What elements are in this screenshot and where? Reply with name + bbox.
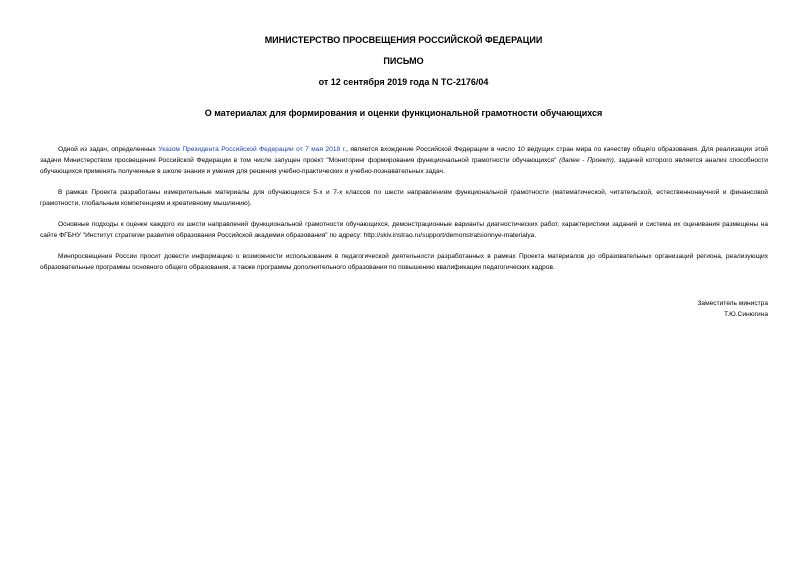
signature-name: Т.Ю.Синюгина <box>723 311 768 318</box>
document-date-number: от 12 сентября 2019 года N ТС-2176/04 <box>318 77 489 87</box>
paragraph-1-italic: (далее - Проект) <box>559 157 614 164</box>
signature-position: Заместитель министра <box>697 300 768 307</box>
ministry-heading: МИНИСТЕРСТВО ПРОСВЕЩЕНИЯ РОССИЙСКОЙ ФЕДЕРАЦИИ <box>264 35 543 45</box>
paragraph-1-start: Одной из задач, определенных <box>58 146 159 153</box>
paragraph-4: Минпросвещения России просит довести информацию о возможности использования в педагогической деятельности разработанных в рамках Проекта материалов до образовательных организаций региона, реализующих образовательные программы основного общего образования, а также программы дополнительного образования по повышению квалификации педагогических кадров. <box>40 253 768 271</box>
presidential-decree-link[interactable]: Указом Президента Российской Федерации от 7 мая 2018 г. <box>158 146 347 153</box>
paragraph-3: Основные подходы к оценке каждого из шести направлений функциональной грамотности обучающихся, демонстрационные варианты диагностических работ, характеристики заданий и система их оценивания размещены на сайте ФГБНУ "Институт стратегии развития образования Российской академии образования" по адресу: http://skiv.instrao.ru/support/demonstratsionnye-materialya. <box>40 221 768 239</box>
document-subject: О материалах для формирования и оценки функциональной грамотности обучающихся <box>204 108 603 118</box>
paragraph-1-end: , задачей которого является анализ способности обучающихся применять полученные в школе знания и умения для решения учебно-практических и учебно-познавательных задач. <box>40 157 768 175</box>
document-type: ПИСЬМО <box>383 56 424 66</box>
paragraph-1-middle: , является вхождение Российской Федерации в число 10 ведущих стран мира по качеству общего образования. Для реализации этой задачи Министерством просвещения Российской Федерации в том числе запущен проект "Мониторинг формирования функциональной грамотности обучающихся" <box>40 146 768 164</box>
paragraph-1 <box>40 144 768 177</box>
paragraph-2: В рамках Проекта разработаны измерительные материалы для обучающихся 5-х и 7-х классов по шести направлениям функциональной грамотности (математической, читательской, естественнонаучной и финансовой грамотности, глобальным компетенциям и креативному мышлению). <box>40 189 768 207</box>
